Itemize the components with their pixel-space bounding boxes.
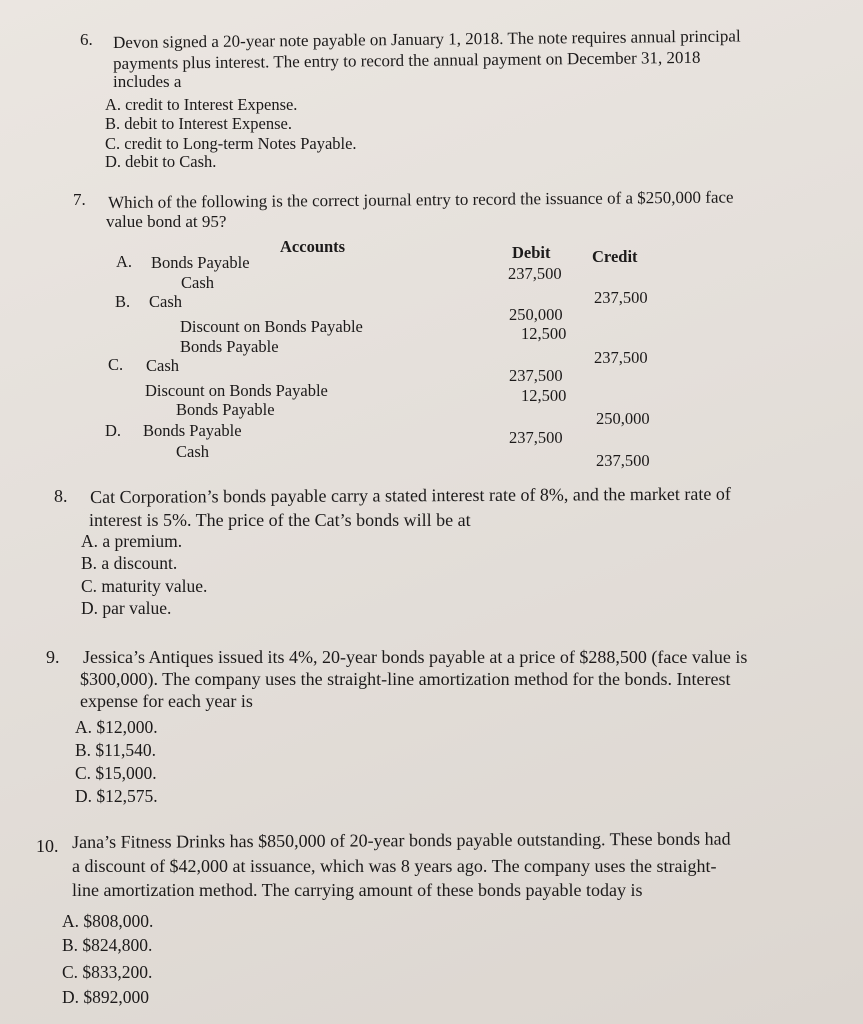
option-label: C. [108, 355, 124, 374]
option-label: A. [116, 252, 133, 271]
question-text: payments plus interest. The entry to record the annual payment on December 31, 2018 [113, 47, 701, 73]
answer-option: A. a premium. [81, 531, 183, 551]
debit-amount: 237,500 [508, 264, 562, 283]
answer-option: C. $15,000. [75, 763, 157, 783]
credit-amount: 237,500 [596, 451, 650, 470]
debit-amount: 12,500 [521, 324, 567, 343]
column-header-accounts: Accounts [280, 237, 346, 256]
column-header-debit: Debit [512, 243, 551, 262]
account-name: Cash [176, 442, 209, 461]
answer-option: A. credit to Interest Expense. [105, 95, 298, 114]
credit-amount: 237,500 [594, 348, 648, 367]
credit-amount: 237,500 [594, 288, 648, 307]
account-name: Bonds Payable [180, 337, 279, 356]
question-text: Jessica’s Antiques issued its 4%, 20-year bonds payable at a price of $288,500 (face value is [83, 647, 748, 667]
answer-option: C. credit to Long-term Notes Payable. [105, 134, 357, 153]
account-name: Bonds Payable [176, 400, 275, 419]
question-text: value bond at 95? [106, 212, 227, 231]
account-name: Bonds Payable [151, 253, 250, 272]
question-number: 9. [46, 647, 60, 667]
account-name: Cash [146, 356, 179, 375]
question-number: 8. [54, 486, 68, 506]
answer-option: D. par value. [81, 598, 172, 618]
question-number: 7. [73, 190, 86, 209]
column-header-credit: Credit [592, 247, 638, 266]
question-text: line amortization method. The carrying amount of these bonds payable today is [72, 880, 643, 900]
answer-option: D. $12,575. [75, 786, 158, 806]
question-text: Jana’s Fitness Drinks has $850,000 of 20-year bonds payable outstanding. These bonds had [72, 828, 731, 852]
question-text: Which of the following is the correct journal entry to record the issuance of a $250,000 face [108, 187, 734, 212]
option-label: D. [105, 421, 122, 440]
account-name: Discount on Bonds Payable [145, 381, 328, 400]
answer-option: A. $808,000. [62, 911, 154, 931]
debit-amount: 12,500 [521, 386, 567, 405]
question-text: Devon signed a 20-year note payable on January 1, 2018. The note requires annual principal [113, 26, 741, 52]
answer-option: B. $11,540. [75, 740, 157, 760]
question-text: expense for each year is [80, 691, 253, 711]
credit-amount: 250,000 [596, 409, 650, 428]
answer-option: B. $824,800. [62, 935, 153, 955]
account-name: Bonds Payable [143, 421, 242, 440]
account-name: Cash [149, 292, 182, 311]
account-name: Discount on Bonds Payable [180, 317, 363, 336]
question-text: $300,000). The company uses the straight-line amortization method for the bonds. Interest [80, 669, 731, 689]
answer-option: C. $833,200. [62, 962, 153, 982]
debit-amount: 237,500 [509, 428, 563, 447]
question-number: 10. [36, 836, 59, 856]
answer-option: A. $12,000. [75, 717, 158, 737]
question-text: Cat Corporation’s bonds payable carry a stated interest rate of 8%, and the market rate of [90, 483, 731, 507]
question-text: a discount of $42,000 at issuance, which was 8 years ago. The company uses the straight- [72, 856, 717, 876]
account-name: Cash [181, 273, 214, 292]
answer-option: D. $892,000 [62, 987, 150, 1007]
debit-amount: 250,000 [509, 305, 563, 324]
question-text: includes a [113, 72, 182, 91]
option-label: B. [115, 292, 131, 311]
question-number: 6. [80, 30, 93, 49]
question-text: interest is 5%. The price of the Cat’s bonds will be at [89, 510, 471, 530]
answer-option: B. a discount. [81, 553, 178, 573]
answer-option: B. debit to Interest Expense. [105, 114, 292, 133]
answer-option: C. maturity value. [81, 576, 208, 596]
answer-option: D. debit to Cash. [105, 152, 217, 171]
debit-amount: 237,500 [509, 366, 563, 385]
